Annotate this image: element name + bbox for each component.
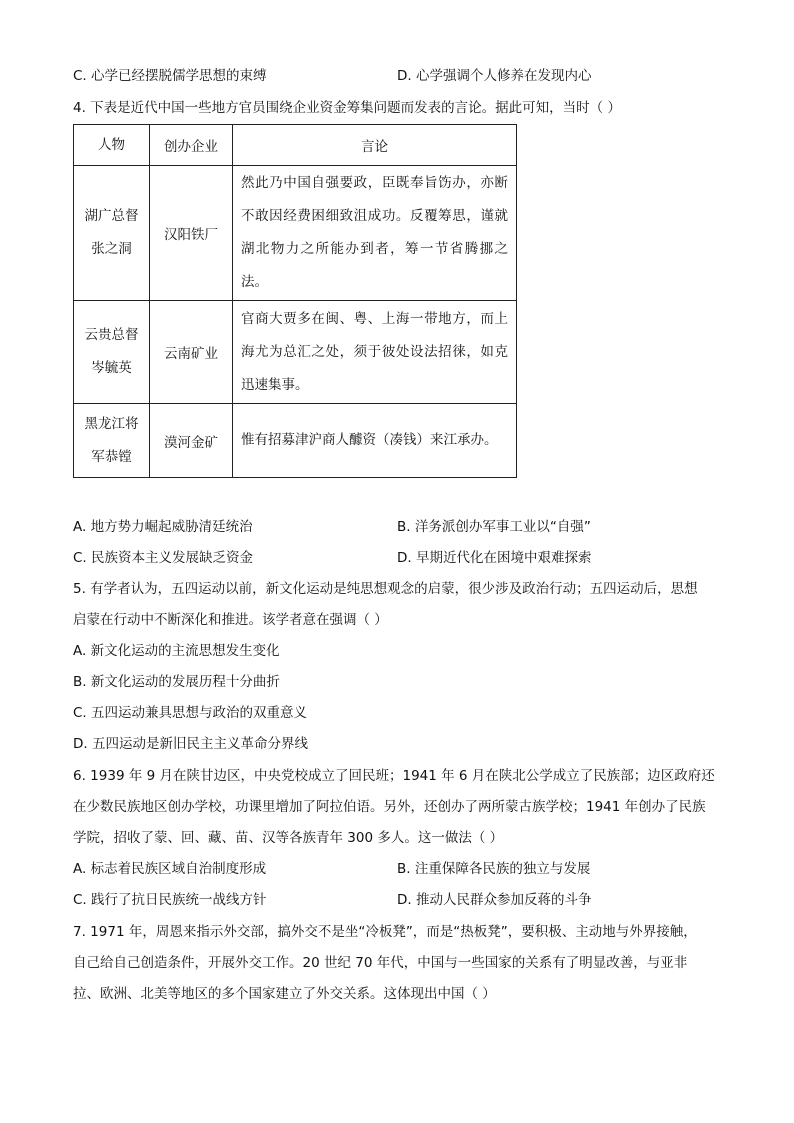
q4-table [73,124,517,478]
q5-option-d: D. 五四运动是新旧民主主义革命分界线 [73,736,308,752]
q5-stem-line-1: 5. 有学者认为，五四运动以前，新文化运动是纯思想观念的启蒙，很少涉及政治行动；五四运动后，思想 [73,581,698,597]
q4-header-person: 人物 [74,125,150,166]
q4-table-header-row [74,125,517,166]
q5-option-b: B. 新文化运动的发展历程十分曲折 [73,674,280,690]
q4-option-a: A. 地方势力崛起威胁清廷统治 [73,519,253,535]
table-row [74,301,517,404]
q4-person-cell: 云贵总督岑毓英 [74,301,150,404]
q4-option-d: D. 早期近代化在困境中艰难探索 [397,550,592,566]
q4-person-cell: 黑龙江将军恭镗 [74,404,150,478]
q6-option-d: D. 推动人民群众参加反蒋的斗争 [397,892,592,908]
q6-option-a: A. 标志着民族区域自治制度形成 [73,861,267,877]
q6-stem-line-1: 6. 1939 年 9 月在陕甘边区，中央党校成立了回民班；1941 年 6 月在陕北公学成立了民族部；边区政府还 [73,768,715,784]
q4-stem: 4. 下表是近代中国一些地方官员围绕企业资金筹集问题而发表的言论。据此可知，当时（ ） [73,100,621,116]
q4-header-speech: 言论 [233,125,517,166]
q3-option-c: C. 心学已经摆脱儒学思想的束缚 [73,68,267,84]
q6-stem-line-3: 学院，招收了蒙、回、藏、苗、汉等各族青年 300 多人。这一做法（ ） [73,830,504,846]
q4-enterprise-cell: 汉阳铁厂 [150,166,233,301]
q5-stem-line-2: 启蒙在行动中不断深化和推进。该学者意在强调（ ） [73,612,388,628]
q5-option-a: A. 新文化运动的主流思想发生变化 [73,643,280,659]
q7-stem-line-1: 7. 1971 年，周恩来指示外交部，搞外交不是坐“冷板凳”，而是“热板凳”，要积极、主动地与外界接触， [73,924,697,940]
q6-option-c: C. 践行了抗日民族统一战线方针 [73,892,267,908]
q7-stem-line-3: 拉、欧洲、北美等地区的多个国家建立了外交关系。这体现出中国（ ） [73,986,496,1002]
q3-option-d: D. 心学强调个人修养在发现内心 [397,68,592,84]
table-row [74,404,517,478]
q4-enterprise-cell: 云南矿业 [150,301,233,404]
q4-speech-cell: 惟有招募津沪商人醵资（凑钱）来江承办。 [233,404,517,478]
q4-person-cell: 湖广总督张之洞 [74,166,150,301]
q4-enterprise-cell: 漠河金矿 [150,404,233,478]
q7-stem-line-2: 自己给自己创造条件，开展外交工作。20 世纪 70 年代，中国与一些国家的关系有了明显改善，与亚非 [73,955,688,971]
q5-option-c: C. 五四运动兼具思想与政治的双重意义 [73,705,308,721]
q4-header-enterprise: 创办企业 [150,125,233,166]
q4-speech-cell: 然此乃中国自强要政，臣既奉旨饬办，亦断不敢因经费困细致沮成功。反覆筹思，谨就湖北物力之所能办到者，筹一节省腾挪之法。 [233,166,517,301]
q4-speech-cell: 官商大贾多在闽、粤、上海一带地方，而上海尤为总汇之处，须于彼处设法招徕，如克迅速集事。 [233,301,517,404]
q6-option-b: B. 注重保障各民族的独立与发展 [397,861,591,877]
q6-stem-line-2: 在少数民族地区创办学校，功课里增加了阿拉伯语。另外，还创办了两所蒙古族学校；1941 年创办了民族 [73,799,706,815]
q4-option-c: C. 民族资本主义发展缺乏资金 [73,550,254,566]
q4-option-b: B. 洋务派创办军事工业以“自强” [397,519,591,535]
table-row [74,166,517,301]
